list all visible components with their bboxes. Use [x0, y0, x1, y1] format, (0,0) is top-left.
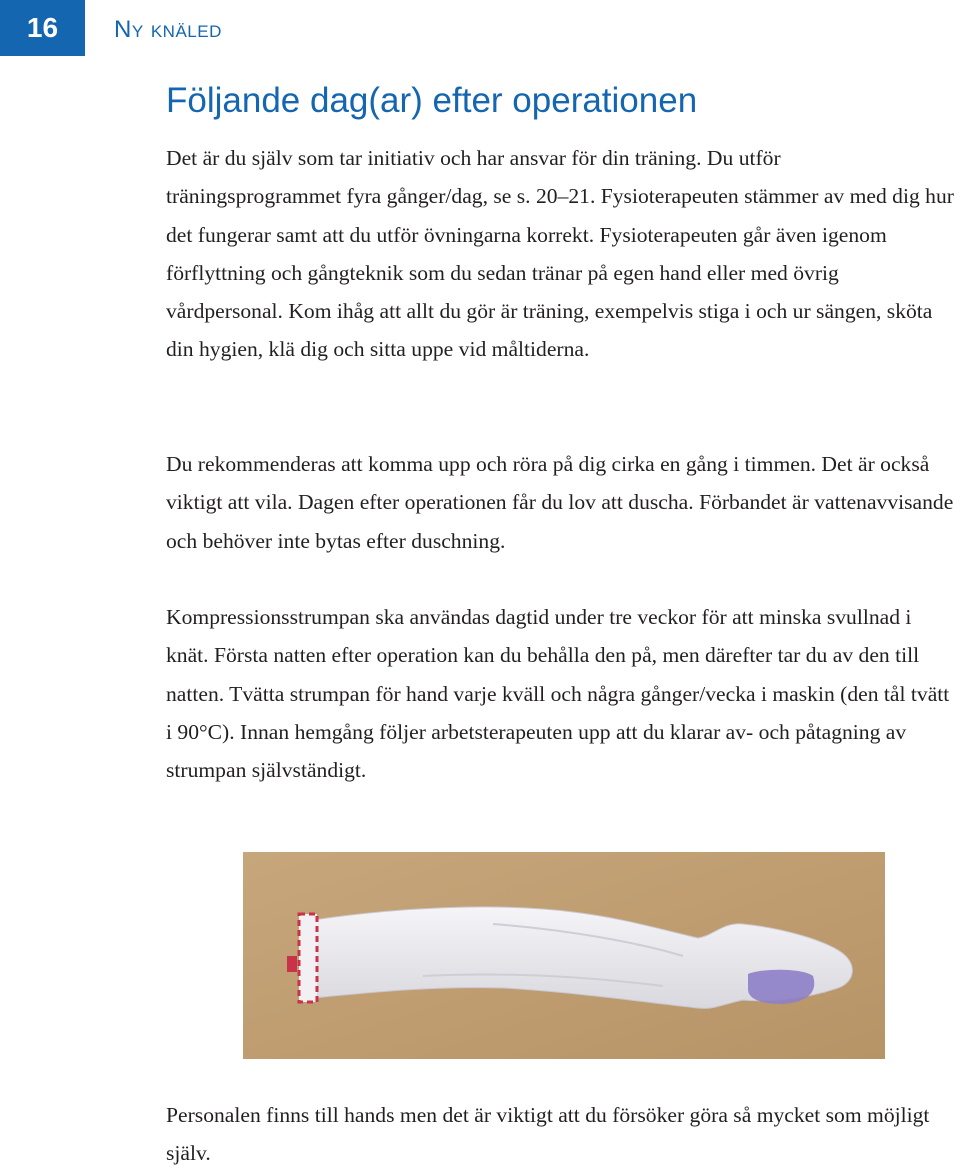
paragraph-staff: Personalen finns till hands men det är viktigt att du försöker göra så mycket som möjligt själv.: [166, 1103, 930, 1166]
compression-stocking-photo: [243, 852, 885, 1059]
running-header: Ny knäled: [114, 16, 222, 43]
stocking-top-band: [299, 914, 317, 1002]
paragraph-activity: Du rekommenderas att komma upp och röra på dig cirka en gång i timmen. Det är också viktigt att vila. Dagen efter operationen får du lov att duscha. Förbandet är vattenavvisande och behöver inte bytas efter duschning.: [166, 452, 954, 553]
page-number: 16: [26, 12, 59, 43]
page-number-box: [0, 0, 85, 56]
section-heading: Följande dag(ar) efter operationen: [166, 81, 698, 120]
paragraph-compression-stocking: Kompressionsstrumpan ska användas dagtid under tre veckor för att minska svullnad i knät. Första natten efter operation kan du behålla den på, men därefter tar du av den till natten. Tvätta strumpan för hand varje kväll och några gånger/vecka i maskin (den tål tvätt i 90°C). Innan hemgång följer arbetsterapeuten upp att du klarar av- och påtagning av strumpan självständigt.: [166, 605, 950, 783]
paragraph-training: Det är du själv som tar initiativ och har ansvar för din träning. Du utför träningsprogrammet fyra gånger/dag, se s. 20–21. Fysioterapeuten stämmer av med dig hur det fungerar samt att du utför övningarna korrekt. Fysioterapeuten går även igenom förflyttning och gångteknik som du sedan tränar på egen hand eller med övrig vårdpersonal. Kom ihåg att allt du gör är träning, exempelvis stiga i och ur sängen, sköta din hygien, klä dig och sitta uppe vid måltiderna.: [166, 146, 954, 362]
stocking-label: [287, 956, 297, 972]
